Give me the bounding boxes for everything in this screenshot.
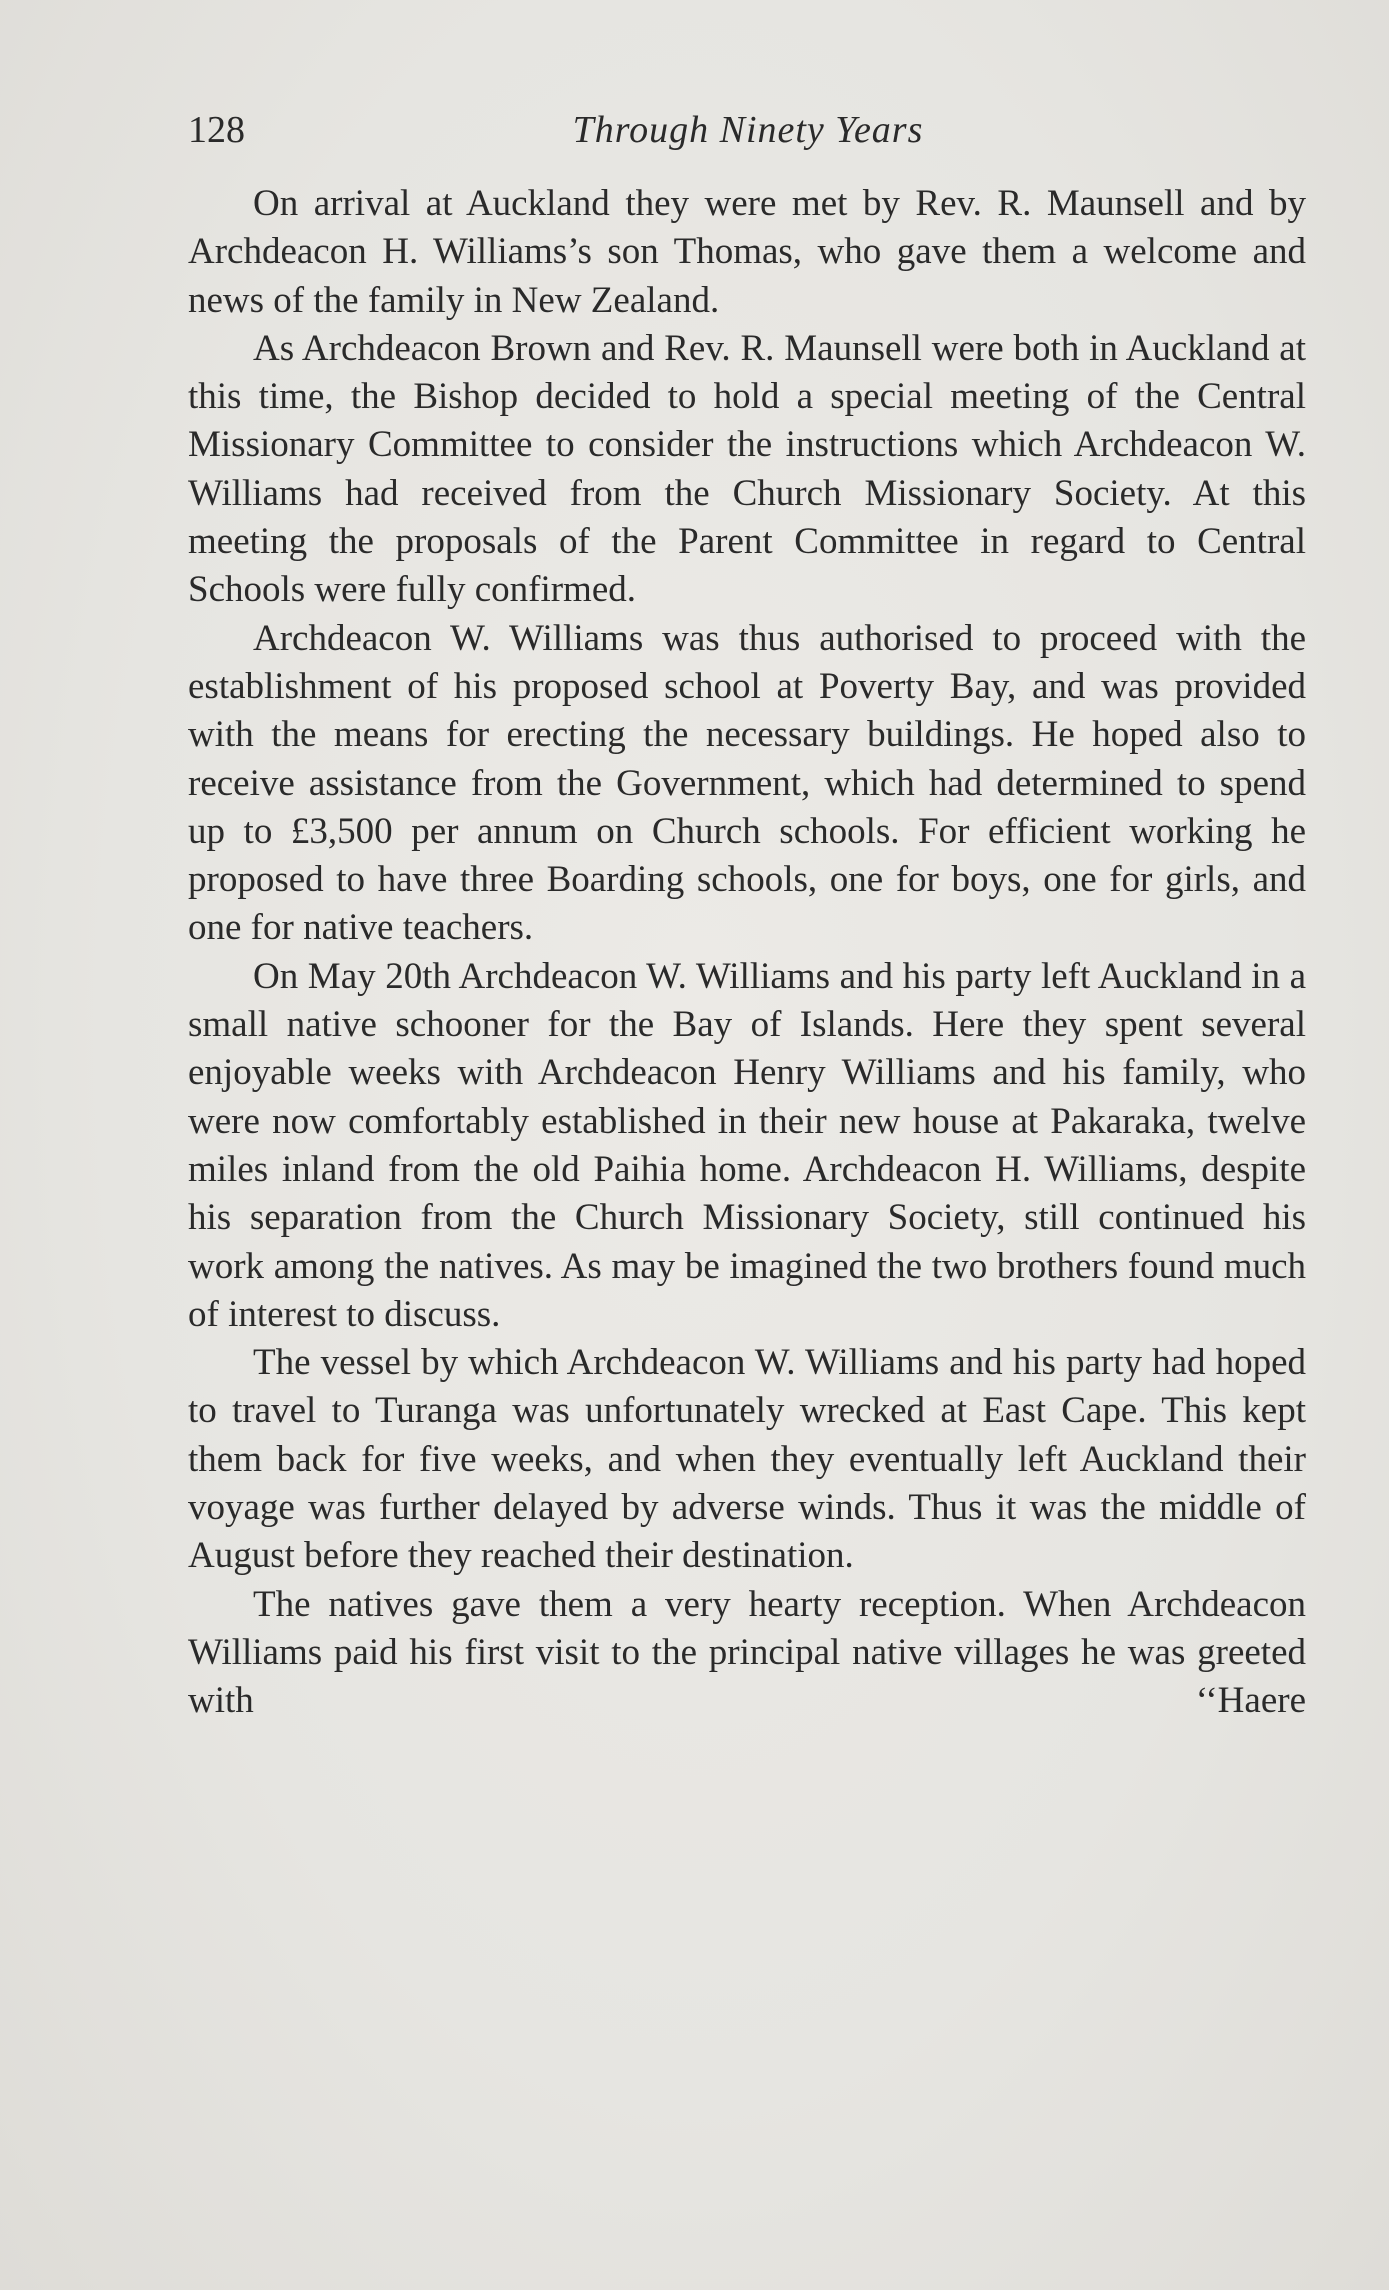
body-text: [188, 180, 1306, 1726]
running-title: Through Ninety Years: [572, 109, 924, 151]
paragraph: On arrival at Auckland they were met by Rev. R. Maunsell and by Archdeacon H. Williams’s son Thomas, who gave them a welcome and news of the family in New Zealand.: [188, 183, 1306, 321]
paragraph: As Archdeacon Brown and Rev. R. Maunsell were both in Auckland at this time, the Bishop decided to hold a special meeting of the Central Missionary Committee to consider the instructions which Archdeacon W. Williams had received from the Church Missionary Society. At this meeting the proposals of the Parent Committee in regard to Central Schools were fully confirmed.: [188, 327, 1306, 611]
paragraph: The vessel by which Archdeacon W. Williams and his party had hoped to travel to Turanga was unfortunately wrecked at East Cape. This kept them back for five weeks, and when they eventually left Auckland their voyage was further delayed by adverse winds. Thus it was the middle of August before they reached their destination.: [188, 1342, 1306, 1577]
paragraph: On May 20th Archdeacon W. Williams and his party left Auckland in a small native schooner for the Bay of Islands. Here they spent several enjoyable weeks with Archdeacon Henry Williams and his family, who were now comfortably established in their new house at Pakaraka, twelve miles inland from the old Paihia home. Archdeacon H. Williams, despite his separation from the Church Missionary Society, still continued his work among the natives. As may be imagined the two brothers found much of interest to discuss.: [188, 955, 1306, 1335]
paragraph: Archdeacon W. Williams was thus authorised to proceed with the establishment of his proposed school at Poverty Bay, and was provided with the means for erecting the necessary buildings. He hoped also to receive assistance from the Government, which had determined to spend up to £3,500 per annum on Church schools. For efficient working he proposed to have three Boarding schools, one for boys, one for girls, and one for native teachers.: [188, 617, 1306, 949]
page-number: 128: [188, 109, 245, 151]
paragraph-continued: The natives gave them a very hearty reception. When Archdeacon Williams paid his first visit to the principal native villages he was greeted with ‘‘Haere: [188, 1583, 1306, 1722]
running-head: [188, 100, 1308, 160]
